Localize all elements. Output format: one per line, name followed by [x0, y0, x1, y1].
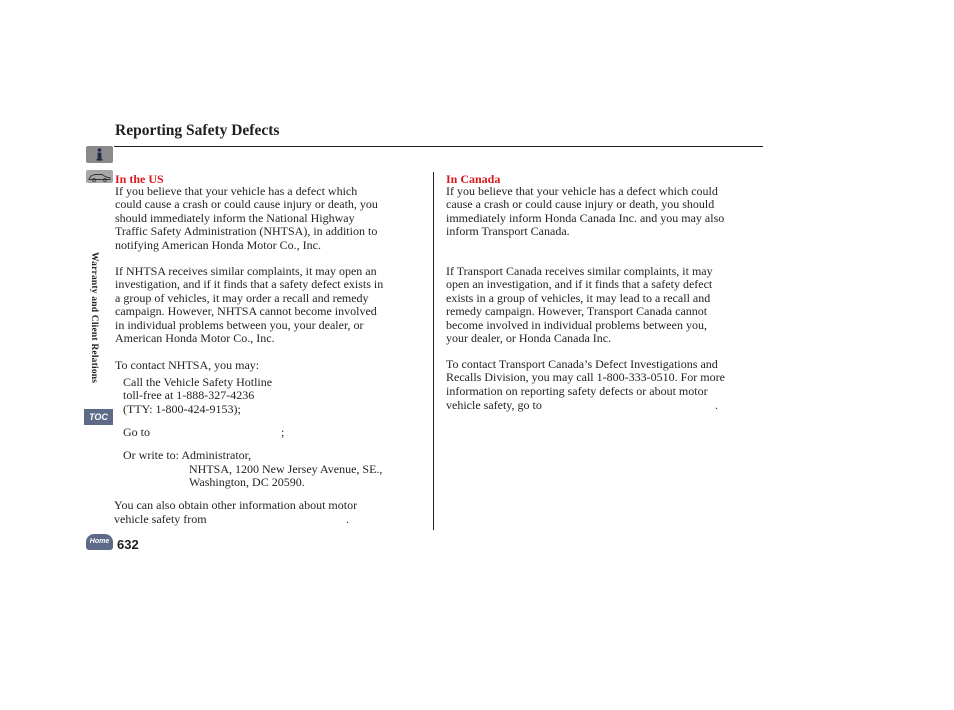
canada-heading: In Canada — [446, 172, 501, 186]
canada-paragraph-3-prefix: vehicle safety, go to — [446, 398, 542, 412]
us-contact-intro: To contact NHTSA, you may: — [115, 358, 260, 372]
title-rule — [114, 146, 763, 147]
us-paragraph-2: If NHTSA receives similar complaints, it may open an investigation, and if it finds that a safety defect exists in a group of vehicles, it may order a recall and remedy campaign. However, NHTSA cannot become involved in individual problems between you, your dealer, or American Honda Motor Co., Inc. — [115, 264, 384, 345]
us-paragraph-4-line1: You can also obtain other information about motor — [114, 498, 358, 512]
us-paragraph-1: If you believe that your vehicle has a defect which could cause a crash or could cause injury or death, you should immediately inform the National Highway Traffic Safety Administration (NHTSA), in addition to notifying American Honda Motor Co., Inc. — [115, 184, 378, 252]
home-button[interactable] — [86, 534, 113, 550]
info-tab[interactable] — [86, 146, 113, 163]
canada-paragraph-2: If Transport Canada receives similar complaints, it may open an investigation, and if it finds that a safety defect exists in a group of vehicles, it may lead to a recall and remedy campaign. However, Transport Canada cannot become involved in individual problems between you, your dealer, or Honda Canada Inc. — [446, 264, 713, 345]
canada-paragraph-3-suffix: . — [715, 398, 718, 412]
home-icon: Home — [89, 538, 110, 545]
us-write-address: NHTSA, 1200 New Jersey Avenue, SE., Washington, DC 20590. — [189, 462, 383, 490]
us-heading: In the US — [115, 172, 164, 186]
column-divider — [433, 172, 434, 530]
us-paragraph-4-suffix: . — [346, 512, 349, 526]
us-hotline: Call the Vehicle Safety Hotline toll-free at 1-888-327-4236 (TTY: 1-800-424-9153); — [123, 375, 273, 416]
us-paragraph-4-prefix: vehicle safety from — [114, 512, 207, 526]
page-number: 632 — [117, 537, 139, 552]
page-title: Reporting Safety Defects — [115, 122, 280, 139]
vehicle-tab[interactable] — [86, 170, 113, 183]
us-goto-suffix: ; — [281, 425, 285, 439]
section-side-label: Warranty and Client Relations — [89, 252, 99, 384]
car-icon — [86, 170, 113, 183]
info-icon — [86, 146, 113, 163]
us-write-prefix: Or write to: Administrator, — [123, 448, 252, 462]
us-goto-prefix: Go to — [123, 425, 150, 439]
toc-button[interactable]: TOC — [84, 409, 113, 425]
canada-paragraph-3: To contact Transport Canada’s Defect Investigations and Recalls Division, you may call 1-800-333-0510. For more information on reporting safety defects or about motor — [446, 357, 725, 398]
canada-paragraph-1: If you believe that your vehicle has a defect which could cause a crash or could cause injury or death, you should immediately inform Honda Canada Inc. and you may also inform Transport Canada. — [446, 184, 725, 239]
